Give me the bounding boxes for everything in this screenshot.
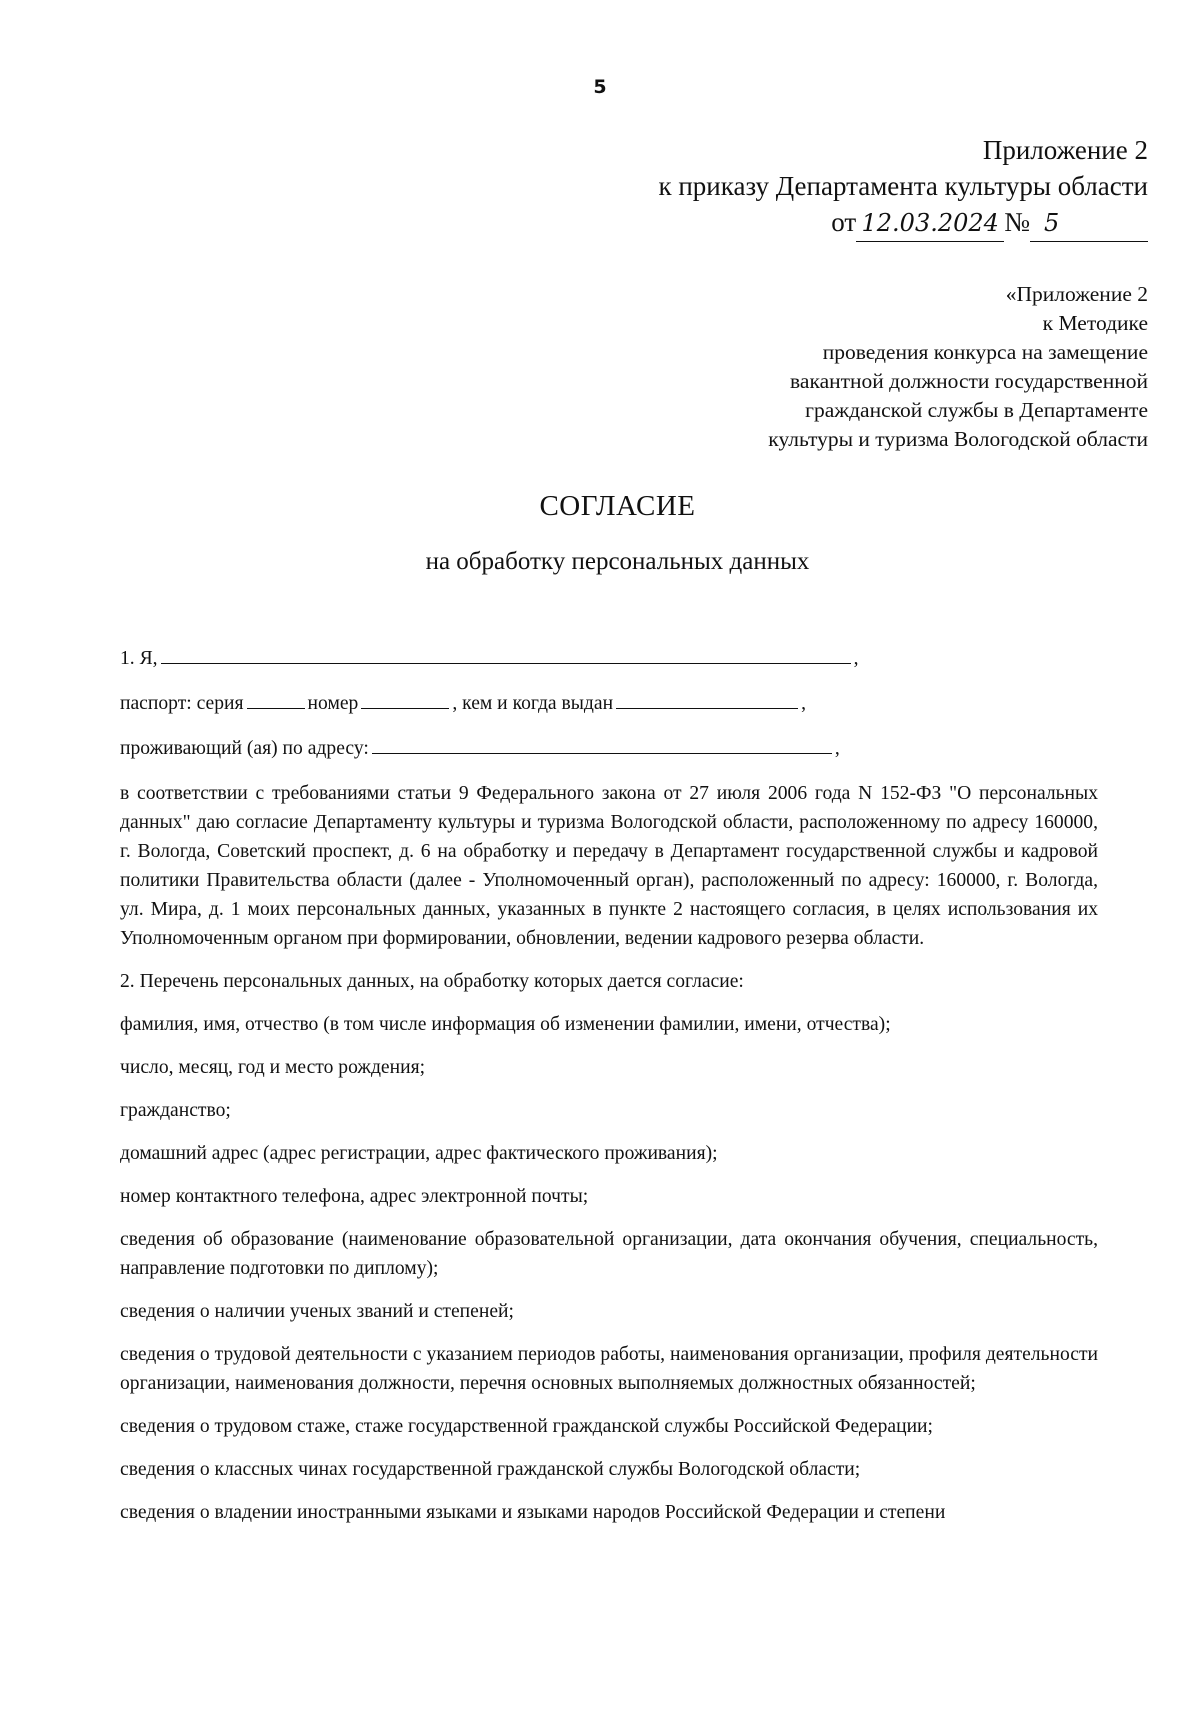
issued-by-blank[interactable] (616, 690, 798, 709)
passport-series-blank[interactable] (247, 690, 305, 709)
methodology-appendix-block (768, 280, 1148, 454)
address-line (120, 734, 1098, 763)
data-item: сведения о трудовом стаже, стаже государственной гражданской службы Российской Федерации; (120, 1416, 933, 1437)
consent-paragraph: в соответствии с требованиями статьи 9 Федерального закона от 27 июля 2006 года N 152-ФЗ "О персональных данных" даю согласие Департаменту культуры и туризма Вологодской области, расположенному по адресу 160000, г. Вологда, Советский проспект, д. 6 на обработку и передачу в Департамент государственной службы и кадровой политики Правительства области (далее - Уполномоченный орган), расположенный по адресу: 160000, г. Вологда, ул. Мира, д. 1 моих персональных данных, указанных в пункте 2 настоящего согласия, в целях использования их Уполномоченным органом при формировании, обновлении, ведении кадрового резерва области. (120, 783, 1098, 949)
passport-number-label: номер (307, 693, 359, 714)
data-item: сведения о владении иностранными языками и языками народов Российской Федерации и степени (120, 1502, 946, 1523)
number-sign: № (1004, 207, 1030, 237)
comma: , (801, 693, 806, 714)
passport-number-blank[interactable] (361, 690, 449, 709)
appendix-line: гражданской службы в Департаменте (805, 398, 1148, 422)
document-body (120, 644, 1098, 1541)
appendix-line: проведения конкурса на замещение (822, 340, 1148, 364)
appendix-line: культуры и туризма Вологодской области (768, 427, 1148, 451)
name-line (120, 644, 1098, 673)
data-item: сведения о наличии ученых званий и степеней; (120, 1301, 514, 1322)
full-name-blank[interactable] (161, 645, 851, 664)
appendix-label: Приложение 2 (982, 135, 1148, 165)
data-item: фамилия, имя, отчество (в том числе информация об изменении фамилии, имени, отчества); (120, 1014, 891, 1035)
data-item: сведения о классных чинах государственной гражданской службы Вологодской области; (120, 1459, 861, 1480)
comma: , (834, 738, 840, 759)
address-blank[interactable] (372, 735, 832, 754)
data-item: сведения об образование (наименование образовательной организации, дата окончания обучения, специальность, направление подготовки по диплому); (120, 1229, 1098, 1279)
issued-label: , кем и когда выдан (452, 693, 614, 714)
order-header (658, 132, 1148, 242)
order-date-line (658, 204, 1148, 242)
order-reference: к приказу Департамента культуры области (658, 171, 1148, 201)
passport-series-label: паспорт: серия (120, 693, 244, 714)
data-item: гражданство; (120, 1100, 231, 1121)
date-prefix: от (831, 207, 857, 237)
passport-line (120, 689, 1098, 718)
data-item: номер контактного телефона, адрес электронной почты; (120, 1186, 589, 1207)
handwritten-date: 12.03.2024 (856, 205, 1004, 242)
address-label: проживающий (ая) по адресу: (120, 738, 369, 759)
data-item: домашний адрес (адрес регистрации, адрес фактического проживания); (120, 1143, 718, 1164)
appendix-line: вакантной должности государственной (790, 369, 1148, 393)
document-title: СОГЛАСИЕ (539, 490, 696, 522)
handwritten-number: 5 (1030, 205, 1148, 242)
i-label: 1. Я, (120, 648, 158, 669)
data-item: число, месяц, год и место рождения; (120, 1057, 426, 1078)
data-item: сведения о трудовой деятельности с указанием периодов работы, наименования организации, профиля деятельности организации, наименования должности, перечня основных выполняемых должностных обязанностей; (120, 1344, 1098, 1394)
document-subtitle: на обработку персональных данных (425, 548, 810, 575)
appendix-line: к Методике (1042, 311, 1148, 335)
page-number: 5 (593, 76, 607, 98)
appendix-line: «Приложение 2 (1005, 282, 1148, 306)
comma: , (853, 648, 859, 669)
list-heading: 2. Перечень персональных данных, на обработку которых дается согласие: (120, 971, 744, 992)
